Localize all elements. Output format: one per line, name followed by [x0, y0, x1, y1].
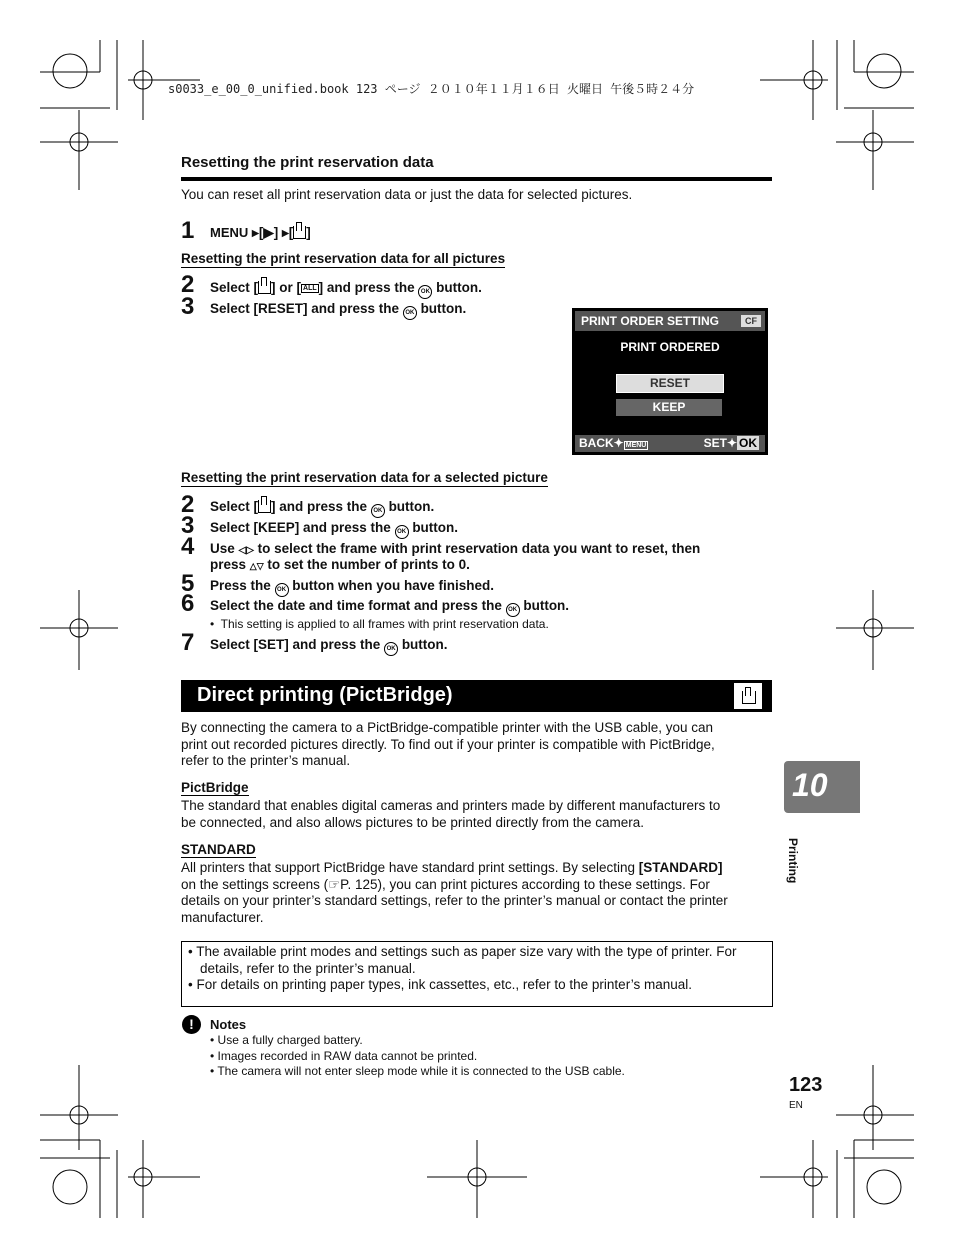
lcd-print-ordered: PRINT ORDERED [620, 340, 720, 354]
standard-line: on the settings screens (☞P. 125), you can print pictures according to these settings. For [181, 876, 710, 892]
intro-line: print out recorded pictures directly. To find out if your printer is compatible with PictBridge, [181, 736, 715, 752]
step-text-part: Select [KEEP] and press the [210, 520, 395, 535]
intro-line: refer to the printer’s manual. [181, 753, 351, 768]
cf-card-icon: CF [741, 315, 761, 327]
chapter-number: 10 [792, 767, 828, 803]
up-down-arrow-icon: △▽ [249, 561, 264, 571]
step-text-part: Select [ [210, 499, 259, 514]
step-text-part: Select the date and time format and press the [210, 598, 506, 613]
chapter-tab [784, 761, 860, 813]
subheading-selected-picture: Resetting the print reservation data for a selected picture [181, 470, 548, 485]
step-text-part: Press the [210, 578, 275, 593]
step-text-part: Select [SET] and press the [210, 637, 385, 652]
info-box [181, 941, 773, 1007]
step-text-part: Select [RESET] and press the [210, 301, 403, 316]
step-number: 1 [181, 217, 195, 244]
definition-line: be connected, and also allows pictures to be printed directly from the camera. [181, 814, 644, 830]
lcd-title: PRINT ORDER SETTING [581, 314, 720, 328]
lcd-bottom-bar [575, 435, 765, 452]
standard-line [181, 860, 728, 877]
ok-button-icon: OK [403, 306, 417, 320]
step-number: 5 [181, 570, 195, 597]
lcd-reset-option[interactable]: RESET [616, 374, 724, 393]
step-text-part: press [210, 557, 250, 572]
step-bullet-text: This setting is applied to all frames with print reservation data. [220, 617, 549, 631]
step-text-part: button when you have finished. [288, 578, 495, 593]
info-box-item: • For details on printing paper types, ink cassettes, etc., refer to the printer’s manual. [188, 977, 692, 992]
camera-lcd-screen [572, 308, 768, 455]
arrow-icon: ✦ [726, 436, 737, 450]
print-icon [258, 500, 271, 513]
note-item: • The camera will not enter sleep mode while it is connected to the USB cable. [210, 1064, 625, 1078]
step-text-part: ] or [ [271, 280, 302, 295]
step-text [210, 598, 569, 617]
ok-button-icon: OK [384, 642, 398, 656]
step-number: 7 [181, 629, 195, 656]
note-item: • Images recorded in RAW data cannot be printed. [210, 1049, 478, 1063]
lcd-set-label: SET [703, 436, 727, 450]
arrow-icon: ▸ [281, 225, 289, 240]
step-text-part: button. [398, 637, 448, 652]
caution-icon: ! [182, 1015, 201, 1034]
menu-label: MENU [210, 225, 249, 240]
step-text [210, 637, 448, 656]
step-text-part: button. [416, 301, 467, 316]
step-text-part: Select [ [210, 280, 259, 295]
step-text-part: ] and press the [318, 280, 419, 295]
note-item: • Use a fully charged battery. [210, 1033, 363, 1047]
print-icon [734, 683, 762, 709]
step-text [210, 280, 482, 299]
playback-icon: [▶] [258, 225, 279, 240]
bullet: • [210, 617, 215, 631]
step-bullet [210, 617, 549, 631]
standard-definition [181, 860, 728, 926]
left-right-arrow-icon: ◁▷ [238, 545, 254, 556]
page-number: 123 [789, 1074, 823, 1096]
all-print-icon: ALL [303, 285, 317, 292]
bracket: ] [306, 225, 311, 240]
step-1-menu-path [210, 225, 311, 241]
section-title: Resetting the print reservation data [181, 154, 434, 171]
book-header: s0033_e_00_0_unified.book 123 ページ ２０１０年１１月１６日 火曜日 午後５時２４分 [168, 82, 695, 96]
step-text-part: ] and press the [271, 499, 371, 514]
menu-key-icon: MENU [625, 442, 647, 449]
banner-title: Direct printing (PictBridge) [197, 684, 453, 706]
subheading-all-pictures: Resetting the print reservation data for all pictures [181, 251, 506, 266]
ok-key-icon: OK [739, 436, 757, 450]
standard-line: details on your printer’s standard settings, refer to the printer’s manual or contact the printer [181, 893, 728, 908]
step-text-part: to select the frame with print reservation data you want to reset, then [253, 541, 701, 556]
ok-button-icon: OK [506, 603, 520, 617]
step-text-part: button. [519, 598, 570, 613]
step-text [210, 578, 494, 597]
ok-button-icon: OK [275, 583, 289, 597]
section-intro: You can reset all print reservation data or just the data for selected pictures. [181, 187, 633, 202]
step-text-part: button. [384, 499, 435, 514]
lcd-back [579, 435, 648, 454]
step-number: 4 [181, 533, 195, 560]
intro-line: By connecting the camera to a PictBridge-compatible printer with the USB cable, you can [181, 720, 714, 735]
notes-title: Notes [210, 1017, 247, 1032]
pictbridge-heading: PictBridge [181, 780, 249, 795]
standard-text: All printers that support PictBridge have standard print settings. By selecting [181, 860, 639, 875]
lcd-title-bar [575, 311, 765, 331]
lcd-keep-option[interactable]: KEEP [616, 399, 722, 416]
info-box-item: • The available print modes and settings such as paper size vary with the type of printer. For details, refer to the printer’s manual. [188, 944, 737, 976]
pictbridge-intro [181, 720, 715, 770]
print-icon [293, 226, 306, 239]
step-text-part: button. [432, 280, 482, 295]
step-text-part: to set the number of prints to 0. [263, 557, 470, 572]
step-text-part: button. [408, 520, 459, 535]
ok-button-icon: OK [418, 285, 432, 299]
arrow-icon: ▸ [252, 225, 259, 240]
step-number: 3 [181, 512, 195, 539]
pictbridge-definition [181, 798, 720, 831]
step-text [210, 499, 434, 518]
ok-button-icon: OK [371, 504, 385, 518]
standard-bold: [STANDARD] [638, 860, 723, 875]
ok-button-icon: OK [395, 525, 409, 539]
step-text [210, 301, 466, 320]
standard-heading: STANDARD [181, 842, 256, 857]
step-number: 6 [181, 590, 195, 617]
lcd-back-label: BACK [579, 436, 614, 450]
step-number: 3 [181, 293, 195, 320]
language-code: EN [789, 1100, 803, 1111]
step-number: 2 [181, 491, 195, 518]
chapter-label: Printing [786, 838, 800, 884]
section-banner [181, 680, 772, 712]
standard-line: manufacturer. [181, 909, 264, 925]
lcd-set [704, 435, 759, 452]
step-text [210, 520, 458, 539]
step-text-part: Use [210, 541, 239, 556]
title-rule [181, 177, 772, 181]
print-icon [258, 281, 271, 294]
step-text-continued [210, 557, 470, 572]
step-text [210, 541, 700, 556]
definition-line: The standard that enables digital cameras and printers made by different manufacturers to [181, 798, 721, 813]
bracket: [ [288, 225, 294, 240]
arrow-icon: ✦ [613, 436, 624, 450]
step-number: 2 [181, 271, 195, 298]
